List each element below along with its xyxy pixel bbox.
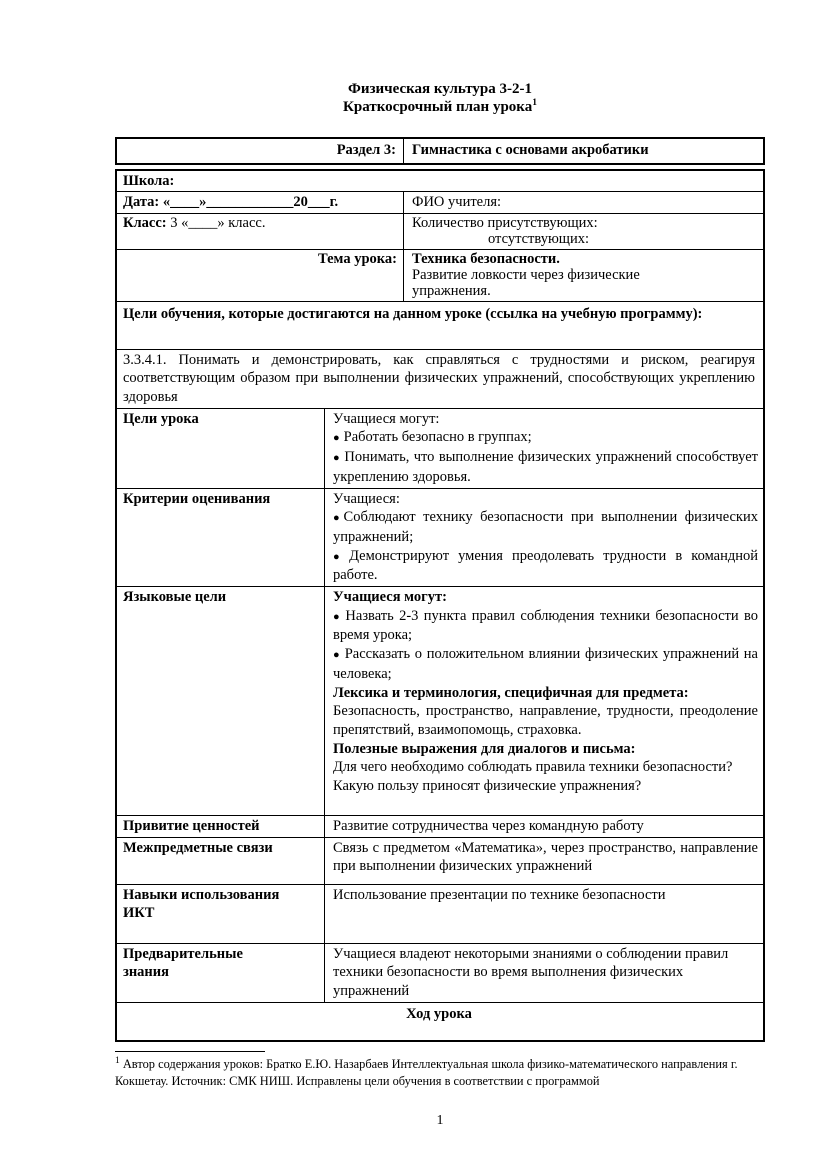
bullet-icon: ● (333, 432, 340, 445)
lesson-plan-table (115, 169, 765, 1042)
row-date-teacher (117, 191, 763, 213)
present-line: Количество присутствующих: (412, 215, 598, 232)
absent-line: отсутствующих: (488, 231, 589, 248)
school-label: Школа: (123, 172, 175, 189)
page-number: 1 (436, 1113, 444, 1128)
phrase-2: Какую пользу приносят физические упражнения? (333, 778, 642, 795)
row-cross-curricular (117, 837, 763, 884)
language-goals-bullet-1: ● Назвать 2-3 пункта правил соблюдения техники безопасности во время урока; (333, 607, 758, 644)
lesson-goals-intro: Учащиеся могут: (333, 410, 440, 427)
lesson-goals-content (325, 409, 763, 488)
cross-curricular-text: Связь с предметом «Математика», через пространство, направление при выполнении физических упражнений (333, 839, 758, 875)
ict-skills-text: Использование презентации по технике безопасности (333, 886, 666, 903)
date-cell (117, 192, 404, 213)
footnote (115, 1051, 790, 1089)
row-objectives-header (117, 301, 763, 349)
objectives-text: 3.3.4.1. Понимать и демонстрировать, как справляться с трудностями и риском, реагируя соответствующим образом при выполнении физических упражнений, способствующих укреплению здоровья (123, 351, 755, 405)
section-label-cell: Раздел 3: (117, 139, 404, 163)
section-header-table (115, 137, 765, 165)
phrase-1: Для чего необходимо соблюдать правила техники безопасности? (333, 759, 733, 776)
teacher-cell (404, 192, 763, 213)
assessment-criteria-content (325, 489, 763, 587)
section-value-cell: Гимнастика с основами акробатики (412, 142, 649, 158)
row-school (117, 171, 763, 192)
footnote-text: Автор содержания уроков: Братко Е.Ю. Назарбаев Интеллектуальная школа физико-математического направления г. Кокшетау. Источник: СМК НИШ. Исправлены цели обучения в соответствии с программой (115, 1057, 738, 1088)
theme-value-cell (404, 250, 763, 301)
ict-skills-label (117, 885, 325, 943)
theme-title: Техника безопасности. (412, 250, 560, 267)
assessment-criteria-label: Критерии оценивания (117, 489, 325, 587)
lesson-course-header: Ход урока (406, 1005, 472, 1022)
row-language-goals (117, 586, 763, 815)
lesson-goals-bullet-1: ● Работать безопасно в группах; (333, 429, 532, 446)
language-goals-label: Языковые цели (117, 587, 325, 815)
row-prior-knowledge (117, 943, 763, 1002)
values-label: Привитие ценностей (117, 816, 325, 837)
row-theme (117, 249, 763, 301)
criteria-intro: Учащиеся: (333, 490, 400, 507)
row-assessment-criteria (117, 488, 763, 587)
bullet-icon: ● (333, 610, 342, 623)
attendance-cell (404, 214, 763, 249)
objectives-header: Цели обучения, которые достигаются на данном уроке (ссылка на учебную программу): (123, 305, 703, 322)
language-goals-bullet-2: ● Рассказать о положительном влиянии физических упражнений на человека; (333, 646, 758, 682)
row-ict-skills (117, 884, 763, 943)
row-objectives-text (117, 349, 763, 408)
theme-subtitle: Развитие ловкости через физические упражнения. (412, 267, 640, 300)
criteria-bullet-1: ●Соблюдают технику безопасности при выполнении физических упражнений; (333, 509, 758, 545)
phrases-header: Полезные выражения для диалогов и письма: (333, 740, 636, 757)
doc-title (115, 80, 765, 116)
prior-knowledge-text: Учащиеся владеют некоторыми знаниями о соблюдении правил техники безопасности во время выполнения физических упражнений (333, 945, 729, 1000)
ict-label-line-2: ИКТ (123, 905, 155, 922)
lexis-header: Лексика и терминология, специфичная для предмета: (333, 684, 689, 701)
class-value: 3 «____» класс. (170, 215, 266, 232)
title-line-1: Физическая культура 3-2-1 (347, 81, 533, 97)
values-text: Развитие сотрудничества через командную работу (333, 818, 644, 835)
prior-label-line-2: знания (123, 964, 169, 981)
ict-label-line-1: Навыки использования (123, 886, 280, 903)
bullet-icon: ● (333, 512, 344, 525)
footnote-ref: 1 (115, 1055, 120, 1066)
teacher-label: ФИО учителя: (412, 194, 502, 211)
date-blank: «____»____________20___г. (162, 194, 339, 211)
class-label: Класс: (123, 215, 167, 232)
class-cell (117, 214, 404, 249)
footnote-line (115, 1056, 790, 1089)
row-lesson-course (117, 1002, 763, 1040)
criteria-bullet-2: ● Демонстрируют умения преодолевать трудности в командной работе. (333, 547, 758, 584)
content-column (115, 0, 765, 1042)
bullet-icon: ● (333, 550, 346, 563)
bullet-icon: ● (333, 452, 341, 465)
prior-label-line-1: Предварительные (123, 945, 243, 962)
row-values-instilling (117, 815, 763, 837)
row-lesson-goals (117, 408, 763, 488)
bullet-icon: ● (333, 649, 341, 662)
date-label: Дата: (123, 194, 160, 211)
title-footnote-ref: 1 (532, 98, 537, 108)
row-class-attendance (117, 213, 763, 249)
lesson-goals-bullet-2: ● Понимать, что выполнение физических упражнений способствует укреплению здоровья. (333, 449, 758, 485)
lesson-goals-label: Цели урока (117, 409, 325, 488)
cross-curricular-label: Межпредметные связи (117, 838, 325, 884)
title-line-2: Краткосрочный план урока$^1$ (343, 98, 537, 115)
theme-label-cell: Тема урока: (117, 250, 404, 301)
footnote-rule (115, 1051, 265, 1052)
prior-knowledge-label (117, 944, 325, 1002)
language-goals-intro: Учащиеся могут: (333, 589, 447, 606)
lexis-text: Безопасность, пространство, направление, трудности, преодоление препятствий, взаимопомощь, страховка. (333, 703, 758, 738)
language-goals-content (325, 587, 763, 815)
